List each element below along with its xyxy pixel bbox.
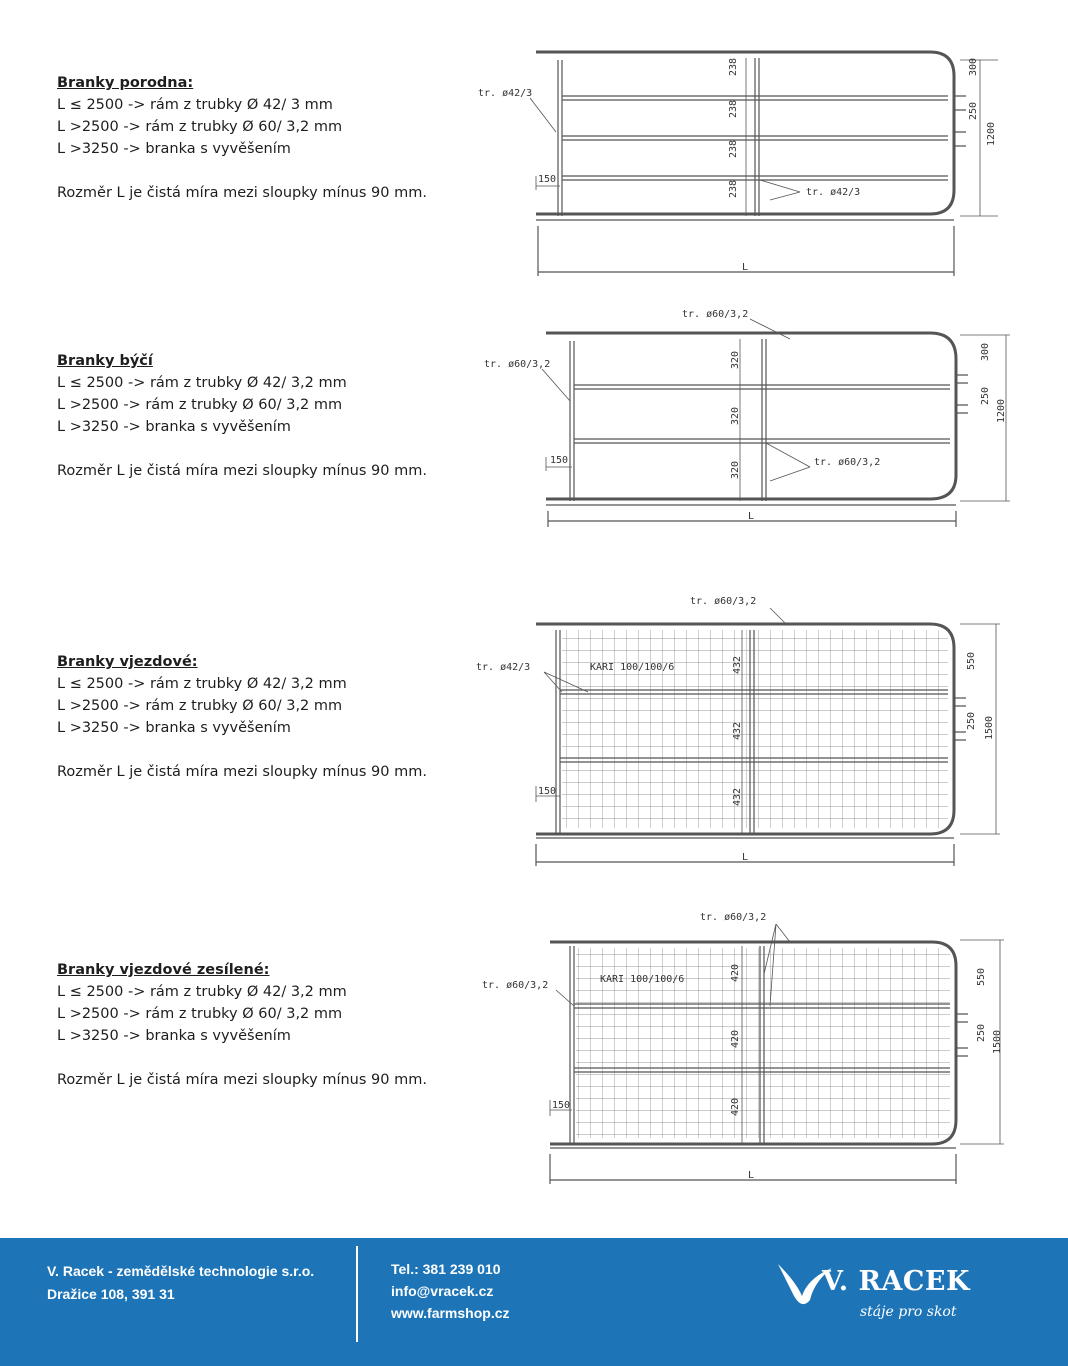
spec-note: Rozměr L je čistá míra mezi sloupky mínus 90 mm.: [57, 463, 427, 479]
pipe-label: tr. ø60/3,2: [690, 596, 757, 607]
spacing-label: 432: [732, 787, 743, 806]
section-title: Branky býčí: [57, 353, 153, 369]
spec-line: L >3250 -> branka s vyvěšením: [57, 141, 291, 157]
dim-length-label: L: [748, 511, 755, 522]
spec-line: L >2500 -> rám z trubky Ø 60/ 3,2 mm: [57, 698, 343, 714]
dim-hinge-label: 250: [968, 101, 979, 120]
drawing-vjezdove: [470, 590, 1030, 870]
dim-top-label: 300: [980, 342, 991, 361]
dim-height-label: 1200: [986, 121, 997, 146]
spec-line: L >2500 -> rám z trubky Ø 60/ 3,2 mm: [57, 119, 343, 135]
spacing-label: 238: [728, 99, 739, 118]
dim-hinge-label: 250: [966, 711, 977, 730]
spacing-label: 238: [728, 57, 739, 76]
spec-line: L >2500 -> rám z trubky Ø 60/ 3,2 mm: [57, 1006, 343, 1022]
drawing-porodna: [470, 40, 1030, 285]
pipe-label: tr. ø60/3,2: [700, 912, 767, 923]
footer: [0, 1238, 1068, 1366]
spacing-label: 320: [730, 406, 741, 425]
mesh-label: KARI 100/100/6: [590, 662, 675, 673]
spec-porodna: [57, 72, 457, 204]
spacing-label: 238: [728, 179, 739, 198]
web-link[interactable]: www.farmshop.cz: [391, 1305, 510, 1321]
pipe-label: tr. ø60/3,2: [482, 980, 549, 991]
spacing-label: 420: [730, 963, 741, 982]
spec-line: L ≤ 2500 -> rám z trubky Ø 42/ 3 mm: [57, 97, 333, 113]
email-link[interactable]: info@vracek.cz: [391, 1283, 494, 1299]
spec-line: L ≤ 2500 -> rám z trubky Ø 42/ 3,2 mm: [57, 984, 347, 1000]
pipe-label: tr. ø42/3: [806, 187, 861, 198]
spacing-label: 320: [730, 350, 741, 369]
brand-slogan: stáje pro skot: [860, 1304, 957, 1320]
dim-height-label: 1500: [984, 715, 995, 740]
footer-divider: [356, 1246, 358, 1342]
dim-hinge-label: 250: [980, 386, 991, 405]
dim-top-label: 550: [966, 651, 977, 670]
dim-top-label: 300: [968, 57, 979, 76]
spacing-label: 238: [728, 139, 739, 158]
dim-hinge-label: 250: [976, 1023, 987, 1042]
spec-note: Rozměr L je čistá míra mezi sloupky mínus 90 mm.: [57, 764, 427, 780]
mesh-label: KARI 100/100/6: [600, 974, 685, 985]
contact-block: [391, 1258, 510, 1324]
spacing-label: 432: [732, 655, 743, 674]
spec-line: L >3250 -> branka s vyvěšením: [57, 720, 291, 736]
pipe-label: tr. ø60/3,2: [682, 309, 749, 320]
spec-line: L >2500 -> rám z trubky Ø 60/ 3,2 mm: [57, 397, 343, 413]
spec-note: Rozměr L je čistá míra mezi sloupky mínus 90 mm.: [57, 1072, 427, 1088]
drawing-byci: [470, 305, 1030, 530]
phone-text: Tel.: 381 239 010: [391, 1261, 501, 1277]
spec-byci: [57, 350, 457, 482]
company-address: Dražice 108, 391 31: [47, 1286, 175, 1302]
section-title: Branky vjezdové:: [57, 654, 198, 670]
section-title: Branky porodna:: [57, 75, 194, 91]
spacing-label: 420: [730, 1097, 741, 1116]
spec-vjezdove-zesilene: [57, 959, 457, 1091]
spacing-label: 432: [732, 721, 743, 740]
spec-line: L >3250 -> branka s vyvěšením: [57, 419, 291, 435]
dim-post-label: 150: [550, 455, 569, 466]
dim-post-label: 150: [552, 1100, 571, 1111]
dim-length-label: L: [742, 852, 749, 863]
company-block: [47, 1260, 314, 1306]
pipe-label: tr. ø42/3: [478, 88, 533, 99]
brand-name: V. RACEK: [822, 1266, 970, 1297]
dim-post-label: 150: [538, 786, 557, 797]
spec-vjezdove: [57, 651, 457, 783]
drawing-vjezdove-zesilene: [470, 906, 1030, 1188]
spec-line: L ≤ 2500 -> rám z trubky Ø 42/ 3,2 mm: [57, 676, 347, 692]
dim-length-label: L: [742, 262, 749, 273]
spec-line: L ≤ 2500 -> rám z trubky Ø 42/ 3,2 mm: [57, 375, 347, 391]
dim-post-label: 150: [538, 174, 557, 185]
pipe-label: tr. ø42/3: [476, 662, 531, 673]
pipe-label: tr. ø60/3,2: [484, 359, 551, 370]
spec-line: L >3250 -> branka s vyvěšením: [57, 1028, 291, 1044]
company-name: V. Racek - zemědělské technologie s.r.o.: [47, 1263, 315, 1279]
dim-height-label: 1200: [996, 398, 1007, 423]
pipe-label: tr. ø60/3,2: [814, 457, 881, 468]
dim-top-label: 550: [976, 967, 987, 986]
spacing-label: 420: [730, 1029, 741, 1048]
section-title: Branky vjezdové zesílené:: [57, 962, 270, 978]
spec-note: Rozměr L je čistá míra mezi sloupky mínus 90 mm.: [57, 185, 427, 201]
dim-height-label: 1500: [992, 1029, 1003, 1054]
spacing-label: 320: [730, 460, 741, 479]
dim-length-label: L: [748, 1170, 755, 1181]
